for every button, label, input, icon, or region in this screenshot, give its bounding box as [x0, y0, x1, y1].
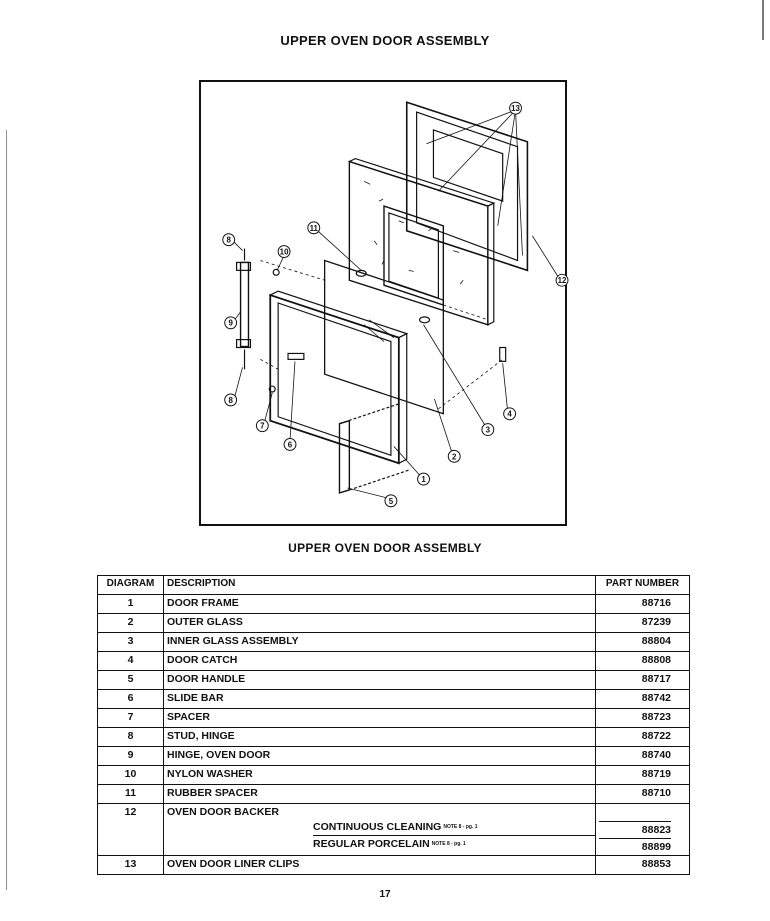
svg-text:13: 13 — [511, 104, 520, 114]
callout-7 — [256, 420, 268, 432]
table-row — [98, 747, 690, 766]
door-frame — [270, 291, 407, 463]
row-diagram: 13 — [98, 856, 164, 875]
callout-10 — [278, 246, 290, 258]
callout-13 — [510, 102, 522, 114]
slide-bar — [288, 353, 304, 359]
row-part-number: 88716 — [596, 595, 690, 614]
row-description: STUD, HINGE — [164, 728, 596, 747]
row-description: RUBBER SPACER — [164, 785, 596, 804]
row-diagram: 2 — [98, 614, 164, 633]
svg-text:12: 12 — [557, 276, 567, 286]
diagram-title: UPPER OVEN DOOR ASSEMBLY — [288, 541, 482, 555]
table-row — [98, 595, 690, 614]
table-row — [98, 766, 690, 785]
header-part-number: PART NUMBER — [596, 576, 690, 595]
header-diagram: DIAGRAM — [98, 576, 164, 595]
row-part-number: 88723 — [596, 709, 690, 728]
row-diagram: 10 — [98, 766, 164, 785]
backer-sub-porcelain — [313, 835, 595, 852]
row-description: DOOR HANDLE — [164, 671, 596, 690]
backer-sub-label: REGULAR PORCELAIN — [313, 838, 430, 850]
backer-part-continuous: 88823 — [599, 821, 671, 838]
row-description: INNER GLASS ASSEMBLY — [164, 633, 596, 652]
row-description: OVEN DOOR LINER CLIPS — [164, 856, 596, 875]
table-row — [98, 633, 690, 652]
row-part-number: 88804 — [596, 633, 690, 652]
parts-table — [97, 575, 690, 875]
table-body — [98, 595, 690, 875]
backer-diagram: 12 — [98, 804, 164, 856]
table-row-liner-clips — [98, 856, 690, 875]
row-part-number: 88710 — [596, 785, 690, 804]
callout-11 — [308, 222, 320, 234]
row-description: DOOR CATCH — [164, 652, 596, 671]
nylon-washer — [273, 269, 279, 275]
callout-8a — [223, 234, 235, 246]
svg-text:10: 10 — [279, 247, 289, 257]
row-diagram: 3 — [98, 633, 164, 652]
backer-sub-continuous — [313, 819, 595, 835]
row-description: SLIDE BAR — [164, 690, 596, 709]
svg-text:8: 8 — [228, 395, 233, 405]
row-diagram: 4 — [98, 652, 164, 671]
callout-12 — [556, 274, 568, 286]
svg-text:8: 8 — [226, 235, 231, 245]
table-row — [98, 614, 690, 633]
backer-sub-note: NOTE 8 - pg. 1 — [443, 824, 478, 831]
svg-text:1: 1 — [421, 475, 426, 485]
row-description: OUTER GLASS — [164, 614, 596, 633]
row-diagram: 1 — [98, 595, 164, 614]
callout-2 — [448, 450, 460, 462]
row-description: HINGE, OVEN DOOR — [164, 747, 596, 766]
callout-3 — [482, 424, 494, 436]
backer-description-cell — [164, 804, 596, 856]
row-part-number: 88717 — [596, 671, 690, 690]
svg-text:2: 2 — [452, 452, 457, 462]
backer-sub-note: NOTE 8 - pg. 1 — [431, 841, 466, 848]
callout-9 — [225, 317, 237, 329]
svg-text:5: 5 — [388, 496, 394, 506]
row-diagram: 5 — [98, 671, 164, 690]
backer-description: OVEN DOOR BACKER — [167, 806, 280, 818]
alignment-lines — [260, 260, 502, 408]
callout-8b — [225, 394, 237, 406]
header-description: DESCRIPTION — [164, 576, 596, 595]
door-catch — [500, 348, 506, 362]
page-title: UPPER OVEN DOOR ASSEMBLY — [280, 33, 490, 48]
callout-6 — [284, 439, 296, 451]
page-number: 17 — [379, 889, 391, 900]
svg-text:6: 6 — [287, 440, 293, 450]
exploded-diagram — [199, 80, 567, 526]
backer-sub-label: CONTINUOUS CLEANING — [313, 821, 442, 833]
table-row — [98, 709, 690, 728]
door-backer-panel — [349, 159, 493, 325]
row-diagram: 7 — [98, 709, 164, 728]
row-description: SPACER — [164, 709, 596, 728]
row-part-number: 88719 — [596, 766, 690, 785]
row-part-number: 88722 — [596, 728, 690, 747]
oven-door-hinge — [237, 262, 251, 347]
table-row — [98, 728, 690, 747]
row-diagram: 6 — [98, 690, 164, 709]
row-part-number: 88808 — [596, 652, 690, 671]
scan-edge-left — [6, 130, 7, 890]
callout-4 — [504, 408, 516, 420]
row-description: NYLON WASHER — [164, 766, 596, 785]
backer-part-porcelain: 88899 — [599, 838, 671, 855]
table-row — [98, 671, 690, 690]
svg-text:9: 9 — [228, 318, 233, 328]
callout-5 — [385, 495, 397, 507]
row-diagram: 9 — [98, 747, 164, 766]
row-diagram: 11 — [98, 785, 164, 804]
backer-part-cell — [596, 804, 690, 856]
table-row — [98, 652, 690, 671]
row-part-number: 88853 — [596, 856, 690, 875]
row-description: DOOR FRAME — [164, 595, 596, 614]
svg-text:7: 7 — [260, 421, 265, 431]
callout-1 — [418, 473, 430, 485]
svg-text:11: 11 — [309, 223, 318, 233]
exploded-view-drawing — [201, 82, 565, 524]
row-part-number: 87239 — [596, 614, 690, 633]
svg-text:3: 3 — [485, 425, 491, 435]
table-row — [98, 690, 690, 709]
svg-text:4: 4 — [507, 409, 512, 419]
table-row-backer — [98, 804, 690, 856]
table-row — [98, 785, 690, 804]
row-part-number: 88740 — [596, 747, 690, 766]
row-part-number: 88742 — [596, 690, 690, 709]
table-header-row — [98, 576, 690, 595]
row-diagram: 8 — [98, 728, 164, 747]
